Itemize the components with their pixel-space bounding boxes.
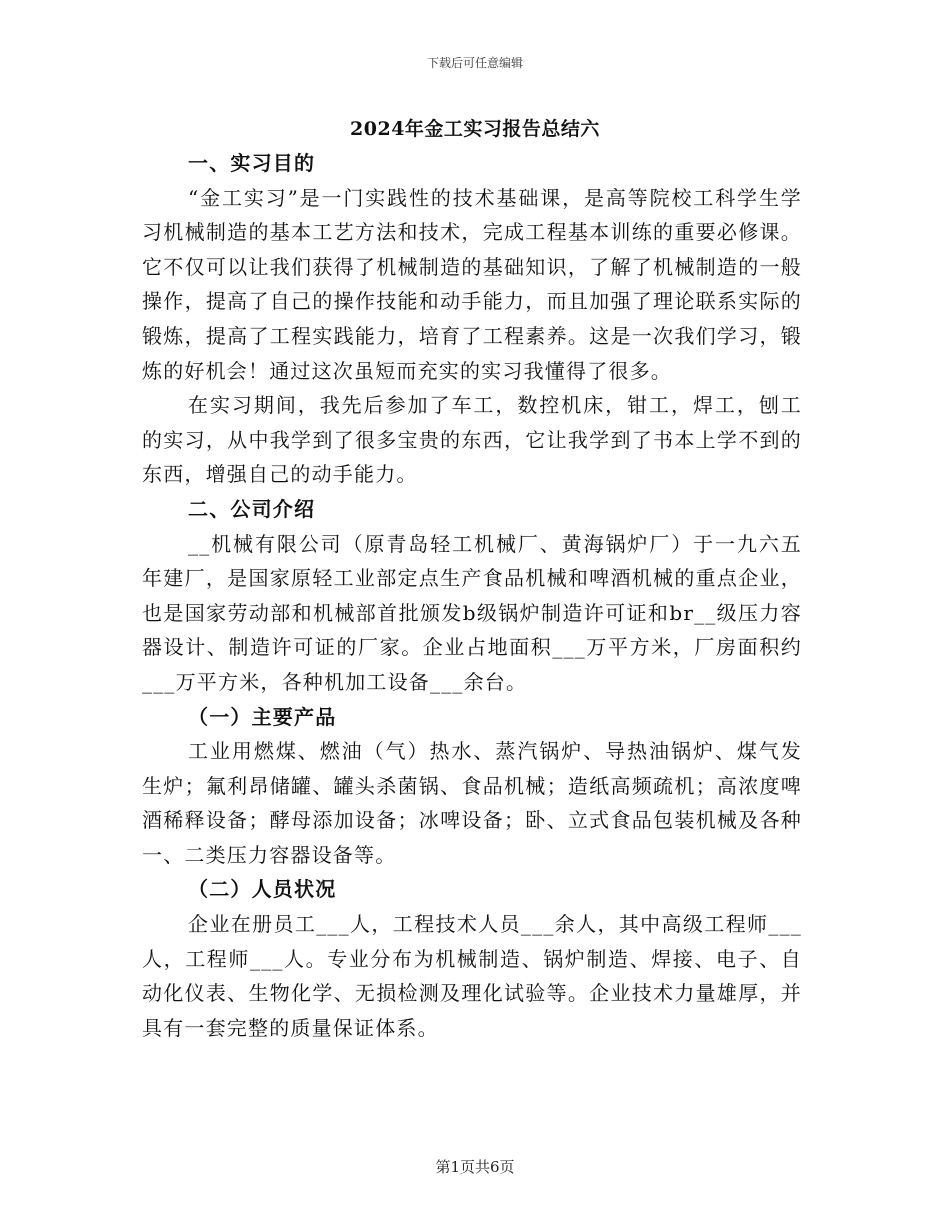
section-heading-company: 二、公司介绍: [188, 496, 316, 521]
subheading-personnel: （二）人员状况: [188, 877, 337, 902]
page-footer: 第1页共6页: [435, 1158, 515, 1176]
subheading-products: （一）主要产品: [188, 704, 337, 729]
document-title: 2024年金工实习报告总结六: [350, 118, 600, 140]
paragraph-company-intro: __机械有限公司（原青岛轻工机械厂、黄海锅炉厂）于一九六五年建厂，是国家原轻工业部定点生产食品机械和啤酒机械的重点企业，也是国家劳动部和机械部首批颁发b级锅炉制造许可证和br__级压力容器设计、制造许可证的厂家。企业占地面积___万平方米，厂房面积约___万平方米，各种机加工设备___余台。: [142, 531, 802, 694]
document-body: [142, 146, 802, 1045]
paragraph-purpose-2: 在实习期间，我先后参加了车工，数控机床，钳工，焊工，刨工的实习，从中我学到了很多宝贵的东西，它让我学到了书本上学不到的东西，增强自己的动手能力。: [142, 393, 802, 487]
section-heading-purpose: 一、实习目的: [188, 151, 316, 175]
paragraph-products: 工业用燃煤、燃油（气）热水、蒸汽锅炉、导热油锅炉、煤气发生炉；氟利昂储罐、罐头杀菌锅、食品机械；造纸高频疏机；高浓度啤酒稀释设备；酵母添加设备；冰啤设备；卧、立式食品包装机械及各种一、二类压力容器设备等。: [142, 739, 802, 867]
paragraph-personnel: 企业在册员工___人，工程技术人员___余人，其中高级工程师___人，工程师___人。专业分布为机械制造、锅炉制造、焊接、电子、自动化仪表、生物化学、无损检测及理化试验等。企业技术力量雄厚，并具有一套完整的质量保证体系。: [142, 912, 802, 1040]
header-note: 下载后可任意编辑: [426, 56, 523, 70]
paragraph-purpose-1: “金工实习”是一门实践性的技术基础课，是高等院校工科学生学习机械制造的基本工艺方法和技术，完成工程基本训练的重要必修课。它不仅可以让我们获得了机械制造的基础知识，了解了机械制造的一般操作，提高了自己的操作技能和动手能力，而且加强了理论联系实际的锻炼，提高了工程实践能力，培育了工程素养。这是一次我们学习，锻炼的好机会！通过这次虽短而充实的实习我懂得了很多。: [142, 185, 802, 383]
